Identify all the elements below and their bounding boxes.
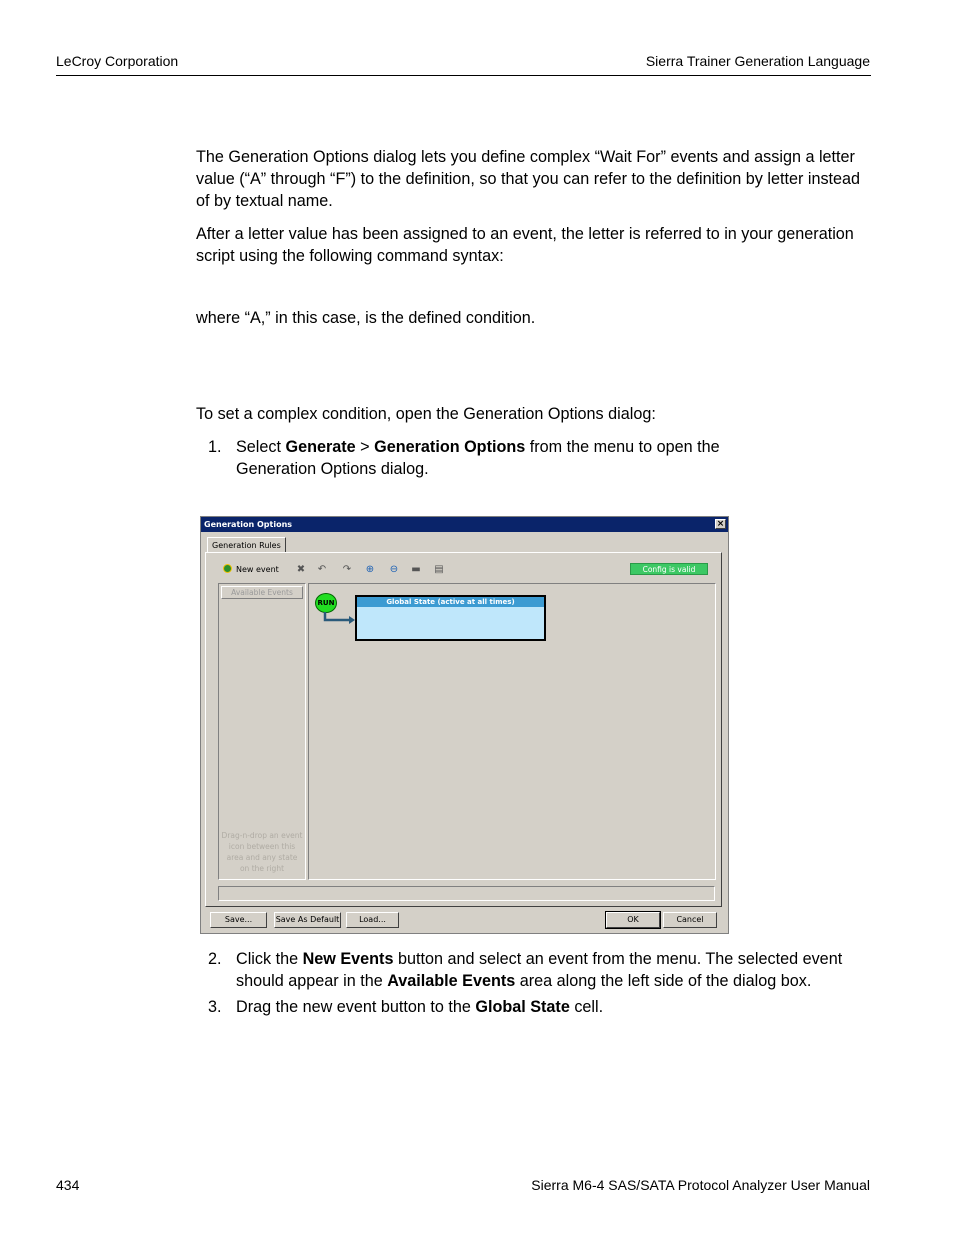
paragraph-where: where “A,” in this case, is the defined condition.: [196, 309, 536, 327]
available-events-pane[interactable]: [218, 583, 306, 880]
step-number: 1.: [208, 438, 222, 456]
dialog-title: Generation Options: [204, 520, 293, 529]
zoom-in-icon[interactable]: ⊕: [365, 564, 375, 575]
run-state[interactable]: RUN: [315, 593, 337, 613]
arrow-icon: [321, 612, 357, 626]
paragraph-set-condition: To set a complex condition, open the Generation Options dialog:: [196, 405, 656, 423]
step-text: Click the New Events button and select an event from the menu. The selected event should appear in the Available Events area along the left side of the dialog box.: [236, 950, 843, 990]
dialog-title-bar: [201, 517, 728, 532]
close-icon[interactable]: ×: [716, 519, 725, 529]
footer-title: Sierra M6-4 SAS/SATA Protocol Analyzer User Manual: [531, 1177, 870, 1193]
paragraph-intro: The Generation Options dialog lets you define complex “Wait For” events and assign a letter value (“A” through “F”) to the definition, so that you can refer to the definition by letter instead of by textual name.: [196, 148, 861, 210]
config-status-badge: Config is valid: [630, 563, 708, 575]
new-event-label: New event: [236, 565, 279, 574]
fit-icon[interactable]: ▬: [411, 564, 421, 575]
undo-icon[interactable]: ↶: [317, 564, 327, 575]
header-title: Sierra Trainer Generation Language: [645, 53, 870, 69]
ok-button[interactable]: OK: [606, 912, 660, 928]
step-number: 2.: [208, 950, 222, 968]
paragraph-syntax: After a letter value has been assigned to an event, the letter is referred to in your generation script using the following command syntax:: [196, 225, 854, 265]
save-button[interactable]: Save...: [210, 912, 267, 928]
load-button[interactable]: Load...: [346, 912, 399, 928]
step-text: Drag the new event button to the Global State cell.: [236, 998, 604, 1016]
new-event-button[interactable]: [223, 564, 279, 576]
step-text: Select Generate > Generation Options from the menu to open the Generation Options dialog.: [236, 438, 720, 478]
available-events-header: Available Events: [221, 586, 303, 599]
delete-icon[interactable]: ✖: [296, 564, 306, 575]
save-as-default-button[interactable]: Save As Default: [274, 912, 341, 928]
step-number: 3.: [208, 998, 222, 1016]
cancel-button[interactable]: Cancel: [663, 912, 717, 928]
header-rule: [56, 75, 871, 76]
properties-icon[interactable]: ▤: [434, 564, 444, 575]
header-company: LeCroy Corporation: [56, 53, 179, 69]
page-number: 434: [56, 1177, 80, 1193]
drop-hint: Drag-n-drop an event icon between this area and any state on the right: [221, 831, 303, 873]
zoom-out-icon[interactable]: ⊖: [389, 564, 399, 575]
tab-generation-rules[interactable]: Generation Rules: [207, 537, 286, 553]
redo-icon[interactable]: ↷: [342, 564, 352, 575]
new-event-icon: [223, 564, 232, 573]
generation-options-dialog: [200, 516, 729, 934]
global-state-cell[interactable]: [355, 595, 546, 641]
status-bar: [218, 886, 715, 901]
global-state-header: Global State (active at all times): [357, 597, 544, 607]
